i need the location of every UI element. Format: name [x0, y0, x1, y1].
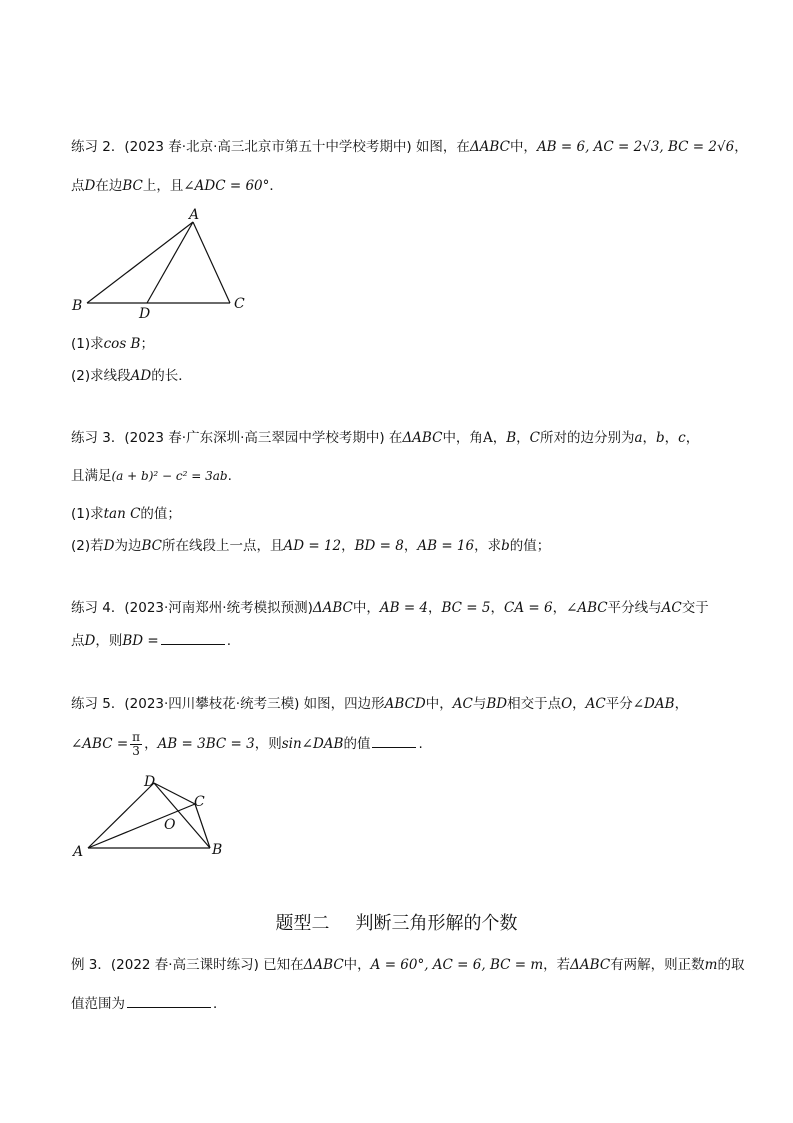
- exercise-5-line-2: [71, 730, 423, 758]
- exercise-2-line-1: [71, 137, 748, 157]
- bd-label: BD =: [122, 633, 159, 649]
- text: 有两解，则正数: [610, 957, 705, 973]
- side-b: b: [656, 430, 665, 446]
- text: 点: [71, 633, 85, 649]
- exercise-4-line-2: [71, 631, 231, 651]
- text: ，则: [254, 736, 282, 752]
- bd-value: BD = 8: [354, 538, 404, 554]
- text: 相交于点: [507, 696, 562, 712]
- cos-b: cos B: [103, 336, 141, 352]
- tan-c: tan C: [103, 506, 141, 522]
- text: ，若: [543, 957, 571, 973]
- ad-value: AD = 12: [283, 538, 342, 554]
- ab-value: AB = 4: [379, 600, 429, 616]
- sin-dab: sin∠DAB: [281, 736, 344, 752]
- exercise-5-line-1: [71, 694, 688, 714]
- text: (2)若: [71, 538, 104, 554]
- text: 平分: [605, 696, 633, 712]
- ab-value: AB = 16: [417, 538, 475, 554]
- exercise-3-prefix: 练习 3．(2023 春·广东深圳·高三翠园中学校考期中) 在: [71, 430, 403, 446]
- text: 且满足: [71, 468, 112, 484]
- segment-ac: AC: [585, 696, 606, 712]
- label-a: A: [73, 844, 84, 860]
- exercise-4-line-1: 练习 4．(2023·河南郑州·统考模拟预测)ΔABC中，AB = 4，BC = 5，CA = 6，∠ABC平分线与AC交于: [71, 600, 709, 616]
- exercise-3-question-1: [71, 504, 181, 524]
- segment-bc: BC: [122, 178, 143, 194]
- angle-a: A: [482, 430, 493, 446]
- label-c: C: [194, 794, 205, 810]
- segment-ac: AC: [452, 696, 473, 712]
- text: ，: [144, 736, 158, 752]
- ca-value: CA = 6: [504, 600, 553, 616]
- text: 值范围为: [71, 996, 125, 1012]
- text: 平分线与: [607, 600, 662, 616]
- angle-dab: ∠DAB: [632, 696, 675, 712]
- exercise-2-question-1: [71, 334, 154, 354]
- exercise-2-line-2: [71, 176, 283, 196]
- exercise-2-triangle: ΔABC: [469, 139, 510, 155]
- text: 所对的边分别为: [539, 430, 635, 446]
- segment-bd: BD: [486, 696, 508, 712]
- triangle: ΔABC: [570, 957, 611, 973]
- text: 在边: [95, 178, 123, 194]
- exercise-5-prefix: 练习 5．(2023·四川攀枝花·统考三模) 如图，四边形: [71, 696, 385, 712]
- fraction-numerator: π: [132, 729, 141, 744]
- ab-equation: AB = 3BC = 3: [157, 736, 255, 752]
- point-d: D: [103, 538, 115, 554]
- point-d: D: [84, 178, 96, 194]
- text: 的值；: [140, 506, 181, 522]
- angle-b: B: [506, 430, 517, 446]
- variable-m: m: [704, 957, 718, 973]
- text: 中，角: [442, 430, 483, 446]
- text: ；: [140, 336, 154, 352]
- segment-ad: AD: [130, 368, 152, 384]
- answer-blank: [161, 643, 225, 645]
- triangle: ΔABC: [303, 957, 344, 973]
- text: 上，且: [142, 178, 184, 194]
- example-3-line-2: [71, 994, 227, 1014]
- text: ，: [572, 696, 586, 712]
- exercise-3-question-2: (2)若D为边BC所在线段上一点，且AD = 12，BD = 8，AB = 16，求b的值；: [71, 538, 551, 554]
- exercise-2-question-2: [71, 366, 192, 386]
- text: 中，: [352, 600, 380, 616]
- label-d: D: [139, 306, 151, 322]
- heading-left: 题型二: [275, 913, 330, 934]
- text: 与: [472, 696, 487, 712]
- angle-abc: ∠ABC =: [71, 736, 129, 752]
- label-b: B: [212, 842, 223, 858]
- example-3-line-1: [71, 955, 744, 975]
- text: ．: [269, 178, 283, 194]
- text: .: [226, 633, 231, 649]
- text: 点: [71, 178, 85, 194]
- exercise-2-prefix: 练习 2．(2023 春·北京·高三北京市第五十中学校考期中) 如图，在: [71, 139, 470, 155]
- angle-abc: ∠ABC: [566, 600, 608, 616]
- conditions: A = 60°, AC = 6, BC = m: [370, 957, 544, 973]
- triangle: ΔABC: [312, 600, 353, 616]
- label-a: A: [189, 207, 200, 223]
- angle-adc: ∠ADC = 60°: [183, 178, 270, 194]
- segment-bc: BC: [141, 538, 162, 554]
- bc-value: BC = 5: [441, 600, 491, 616]
- text: .: [418, 736, 423, 752]
- text: (2)求线段: [71, 368, 131, 384]
- exercise-3-line-1: 练习 3．(2023 春·广东深圳·高三翠园中学校考期中) 在ΔABC中，角A，B，C所对的边分别为a，b，c，: [71, 430, 700, 446]
- text: .: [227, 468, 232, 484]
- text: (1)求: [71, 336, 104, 352]
- fraction-pi-over-3: [130, 731, 142, 758]
- exercise-4-prefix: 练习 4．(2023·河南郑州·统考模拟预测): [71, 600, 313, 616]
- text: 的长．: [151, 368, 192, 384]
- exercise-2-conditions: AB = 6, AC = 2√3, BC = 2√6: [536, 139, 735, 155]
- label-b: B: [72, 298, 83, 314]
- quadrilateral: ABCD: [384, 696, 426, 712]
- point-d: D: [84, 633, 96, 649]
- example-3-prefix: 例 3．(2022 春·高三课时练习) 已知在: [71, 957, 304, 973]
- exercise-2-end: ，: [734, 139, 748, 155]
- side-c: c: [678, 430, 686, 446]
- text: (1)求: [71, 506, 104, 522]
- answer-blank: [127, 1006, 211, 1008]
- triangle: ΔABC: [402, 430, 443, 446]
- answer-blank: [372, 746, 416, 748]
- exercise-3-line-2: [71, 466, 232, 486]
- text: 所在线段上一点，且: [161, 538, 284, 554]
- text: 中，: [425, 696, 453, 712]
- text: ，则: [95, 633, 123, 649]
- label-c: C: [234, 296, 245, 312]
- side-b: b: [501, 538, 510, 554]
- equation: (a + b)² − c² = 3ab: [111, 469, 228, 483]
- text: 中，: [343, 957, 371, 973]
- triangle-figure-1: [65, 200, 265, 325]
- text: ．: [213, 996, 227, 1012]
- label-d: D: [144, 774, 156, 790]
- text: 的值；: [509, 538, 551, 554]
- label-o: O: [164, 817, 176, 833]
- angle-c: C: [529, 430, 540, 446]
- side-a: a: [634, 430, 643, 446]
- segment-ac: AC: [661, 600, 682, 616]
- heading-right: 判断三角形解的个数: [355, 913, 518, 934]
- fraction-denominator: 3: [132, 743, 140, 758]
- exercise-2-mid: 中，: [509, 139, 537, 155]
- text: 的值: [343, 736, 371, 752]
- text: 的取: [717, 957, 745, 973]
- quadrilateral-figure: [65, 768, 245, 863]
- text: ，: [674, 696, 689, 712]
- point-o: O: [561, 696, 573, 712]
- text: ，求: [474, 538, 502, 554]
- text: 为边: [114, 538, 142, 554]
- section-heading: [0, 912, 793, 936]
- text: 交于: [681, 600, 709, 616]
